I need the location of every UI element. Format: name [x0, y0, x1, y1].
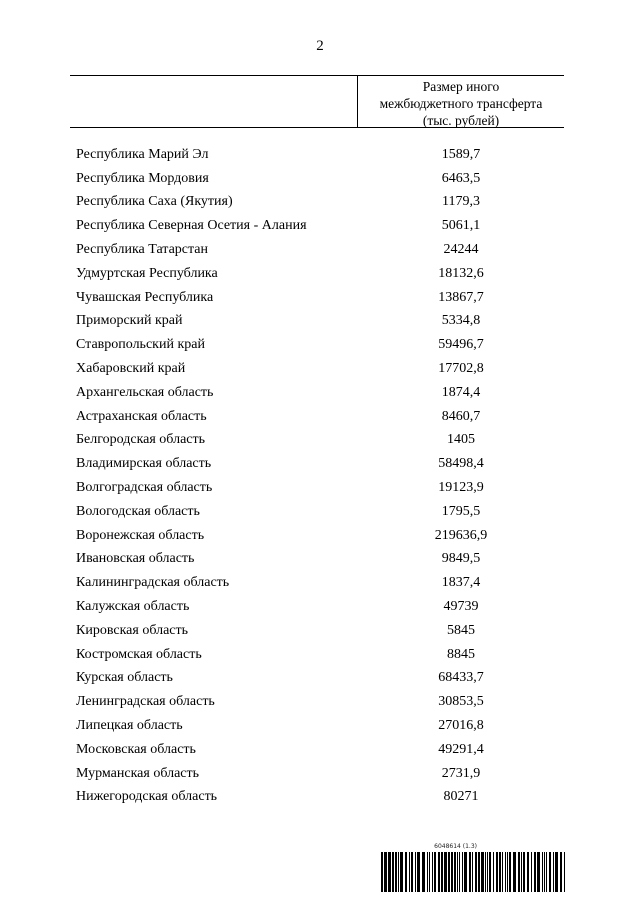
transfer-amount: 58498,4 [438, 456, 484, 472]
table-row [76, 238, 564, 262]
region-name: Московская область [76, 741, 196, 757]
table-header [70, 75, 564, 128]
transfer-amount: 80271 [443, 789, 479, 805]
table-row [76, 310, 564, 334]
region-name: Республика Северная Осетия - Алания [76, 218, 307, 234]
barcode-area [381, 843, 567, 892]
table-row [76, 667, 564, 691]
transfer-amount: 13867,7 [438, 289, 484, 305]
table-row [76, 167, 564, 191]
value-column-header-line-2: межбюджетного трансферта [379, 96, 543, 111]
barcode-image [381, 852, 567, 892]
region-name: Волгоградская область [76, 480, 213, 496]
region-name: Хабаровский край [76, 361, 186, 377]
region-name: Ленинградская область [76, 694, 215, 710]
table-row [76, 595, 564, 619]
table-row [76, 143, 564, 167]
region-name: Чувашская Республика [76, 289, 214, 305]
region-name: Калужская область [76, 599, 190, 615]
transfer-amount: 18132,6 [438, 265, 484, 281]
transfer-amount: 1837,4 [441, 575, 481, 591]
barcode-label: 6048614 (1.3) [434, 843, 477, 850]
region-name: Ивановская область [76, 551, 195, 567]
region-name: Ставропольский край [76, 337, 205, 353]
region-name: Республика Мордовия [76, 170, 209, 186]
transfer-amount: 49291,4 [438, 741, 484, 757]
transfer-table-body [76, 143, 564, 809]
table-row [76, 429, 564, 453]
table-row [76, 191, 564, 215]
transfer-amount: 8460,7 [441, 408, 481, 424]
table-row [76, 762, 564, 786]
table-row [76, 381, 564, 405]
transfer-amount: 5061,1 [441, 218, 481, 234]
region-name: Вологодская область [76, 503, 200, 519]
region-name: Астраханская область [76, 408, 207, 424]
transfer-amount: 19123,9 [438, 480, 484, 496]
value-column-header-line-1: Размер иного [422, 79, 500, 94]
transfer-amount: 27016,8 [438, 718, 484, 734]
transfer-amount: 30853,5 [438, 694, 484, 710]
value-column-header-line-3: (тыс. рублей) [422, 113, 500, 128]
page-number: 2 [316, 38, 324, 54]
table-row [76, 500, 564, 524]
transfer-amount: 5334,8 [441, 313, 481, 329]
region-name: Нижегородская область [76, 789, 218, 805]
region-name: Республика Татарстан [76, 242, 209, 258]
table-row [76, 690, 564, 714]
transfer-amount: 24244 [443, 242, 479, 258]
region-name: Кировская область [76, 622, 189, 638]
region-name: Приморский край [76, 313, 183, 329]
transfer-amount: 1874,4 [441, 384, 481, 400]
region-name: Удмуртская Республика [76, 265, 218, 281]
transfer-amount: 8845 [447, 646, 475, 662]
region-name: Республика Марий Эл [76, 146, 209, 162]
transfer-amount: 1589,7 [441, 146, 481, 162]
transfer-amount: 68433,7 [438, 670, 484, 686]
value-column-header [358, 78, 564, 129]
transfer-amount: 5845 [447, 622, 475, 638]
region-name: Республика Саха (Якутия) [76, 194, 233, 210]
table-row [76, 786, 564, 810]
transfer-amount: 6463,5 [441, 170, 481, 186]
table-row [76, 738, 564, 762]
table-row [76, 357, 564, 381]
table-row [76, 643, 564, 667]
region-name: Липецкая область [76, 718, 183, 734]
table-row [76, 619, 564, 643]
region-name: Владимирская область [76, 456, 212, 472]
table-row [76, 214, 564, 238]
region-name: Архангельская область [76, 384, 214, 400]
table-row [76, 548, 564, 572]
table-row [76, 452, 564, 476]
region-name: Белгородская область [76, 432, 206, 448]
region-name: Воронежская область [76, 527, 205, 543]
transfer-amount: 17702,8 [438, 361, 484, 377]
table-row [76, 476, 564, 500]
table-row [76, 333, 564, 357]
region-name: Калининградская область [76, 575, 230, 591]
table-row [76, 286, 564, 310]
region-name: Мурманская область [76, 765, 200, 781]
table-row [76, 714, 564, 738]
transfer-amount: 1405 [447, 432, 475, 448]
transfer-amount: 1795,5 [441, 503, 481, 519]
transfer-amount: 59496,7 [438, 337, 484, 353]
transfer-amount: 49739 [443, 599, 479, 615]
table-row [76, 571, 564, 595]
transfer-amount: 1179,3 [442, 194, 480, 210]
table-row [76, 405, 564, 429]
region-name: Костромская область [76, 646, 202, 662]
transfer-amount: 2731,9 [441, 765, 481, 781]
region-name: Курская область [76, 670, 173, 686]
table-row [76, 524, 564, 548]
table-row [76, 262, 564, 286]
transfer-amount: 219636,9 [434, 527, 488, 543]
transfer-amount: 9849,5 [441, 551, 481, 567]
